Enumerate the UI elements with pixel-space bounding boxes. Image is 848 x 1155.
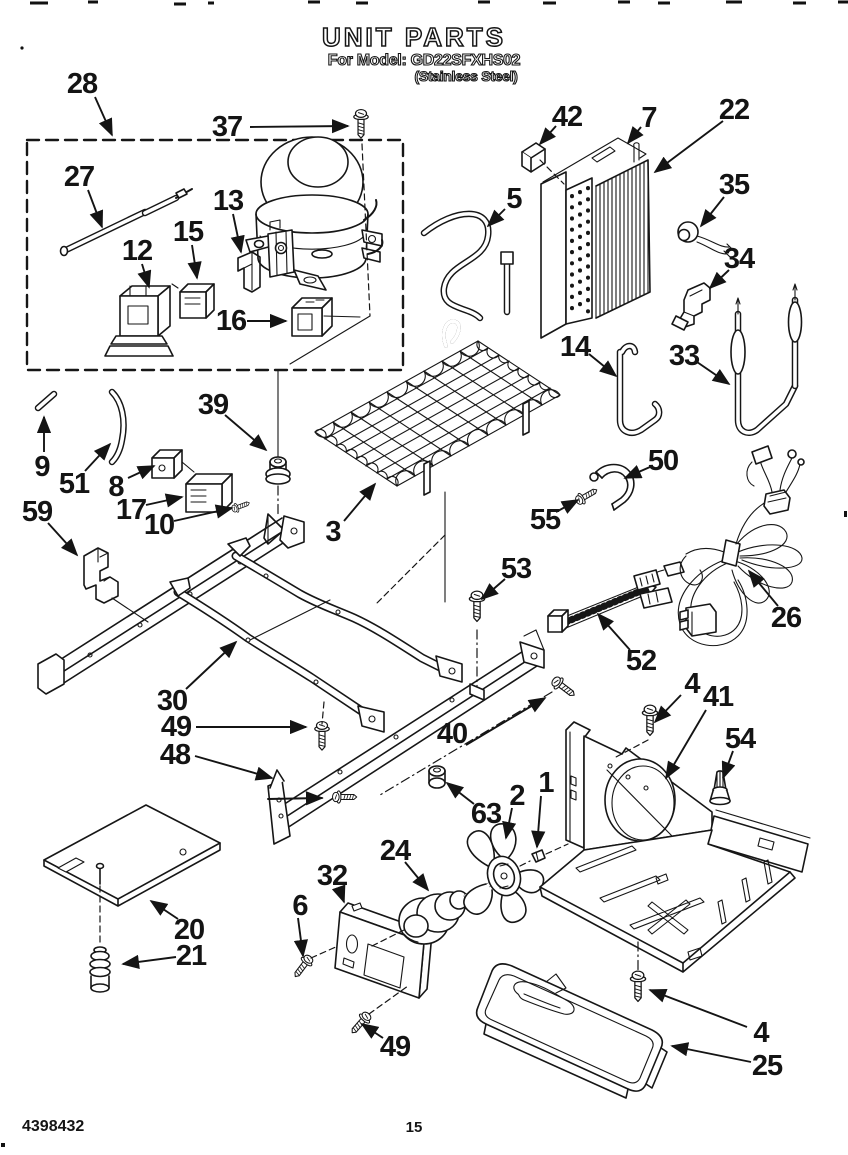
- callout-label-12: 12: [121, 235, 153, 267]
- callout-label-42: 42: [551, 101, 583, 133]
- callout-label-30: 30: [156, 685, 188, 717]
- callout-label-14: 14: [559, 331, 591, 363]
- callout-label-49: 49: [160, 711, 192, 743]
- callout-label-16: 16: [215, 305, 247, 337]
- callout-label-63: 63: [470, 798, 502, 830]
- callout-label-25: 25: [751, 1050, 783, 1082]
- leveling-leg: [90, 947, 110, 992]
- callout-label-10: 10: [143, 509, 175, 541]
- callout-label-9: 9: [34, 451, 50, 483]
- callout-label-2: 2: [509, 780, 525, 812]
- control-box-17: [186, 474, 232, 512]
- callout-label-6: 6: [292, 890, 308, 922]
- callout-label-51: 51: [58, 468, 90, 500]
- callout-label-34: 34: [723, 243, 755, 275]
- callout-label-24: 24: [379, 835, 411, 867]
- finish-line: (Stainless Steel): [414, 68, 518, 84]
- page-title: UNIT PARTS: [321, 22, 507, 52]
- callout-label-5: 5: [506, 183, 522, 215]
- callout-label-55: 55: [529, 504, 561, 536]
- page-number: 15: [405, 1119, 423, 1136]
- callout-label-15: 15: [172, 216, 204, 248]
- callout-label-20: 20: [173, 914, 205, 946]
- callout-label-7: 7: [641, 102, 657, 134]
- callout-label-59: 59: [21, 496, 53, 528]
- callout-label-37: 37: [211, 111, 243, 143]
- callout-label-8: 8: [108, 471, 124, 503]
- callout-label-22: 22: [718, 94, 750, 126]
- callout-label-52: 52: [625, 645, 657, 677]
- callout-label-1: 1: [538, 767, 554, 799]
- callout-label-26: 26: [770, 602, 802, 634]
- callout-label-4: 4: [753, 1017, 769, 1049]
- callout-label-3: 3: [325, 516, 341, 548]
- callout-arrow-37: [250, 126, 348, 127]
- callout-label-32: 32: [316, 860, 348, 892]
- callout-label-49: 49: [379, 1031, 411, 1063]
- callout-label-48: 48: [159, 739, 191, 771]
- callout-label-53: 53: [500, 553, 532, 585]
- callout-label-28: 28: [66, 68, 98, 100]
- callout-label-39: 39: [197, 389, 229, 421]
- callout-label-35: 35: [718, 169, 750, 201]
- callout-label-33: 33: [668, 340, 700, 372]
- callout-label-21: 21: [175, 940, 207, 972]
- callout-label-13: 13: [212, 185, 244, 217]
- callout-label-17: 17: [115, 494, 147, 526]
- callout-label-41: 41: [702, 681, 734, 713]
- callout-label-50: 50: [647, 445, 679, 477]
- document-number: 4398432: [22, 1118, 85, 1135]
- callout-label-54: 54: [724, 723, 756, 755]
- model-line: For Model: GD22SFXHS02: [327, 52, 521, 69]
- callout-label-40: 40: [436, 718, 468, 750]
- callout-label-27: 27: [63, 161, 95, 193]
- callout-label-4: 4: [684, 668, 700, 700]
